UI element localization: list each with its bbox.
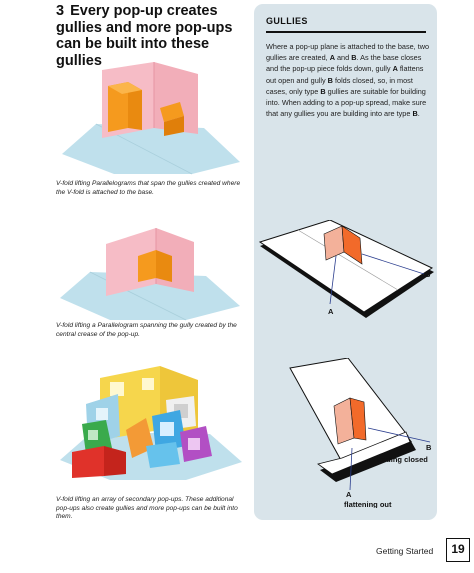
- caption-photo-3: V-fold lifting an array of secondary pop-ups. These additional pop-ups also create gullies and more pop-ups can be built into them.: [56, 496, 238, 520]
- gully-diagram-folding: [258, 358, 436, 508]
- photo-vfold-array-of-popups: [56, 360, 244, 484]
- body-segment: gullies are suitable for building into. When adding to a pop-up spread, make sure that any gullies you are building into are type: [266, 86, 427, 119]
- body-segment: .: [417, 109, 420, 119]
- section-title: Every pop-up creates gullies and more pop-ups can be built into these gullies: [56, 3, 233, 69]
- body-segment-bold: B: [327, 75, 333, 85]
- diagram1-label-a: A: [328, 307, 334, 316]
- body-segment: and: [334, 53, 352, 63]
- panel-title-rule: [266, 31, 426, 33]
- section-number: 3: [56, 3, 65, 19]
- panel-title: GULLIES: [266, 16, 308, 26]
- page-number: 19: [446, 538, 470, 562]
- body-segment: Where a pop-up plane is attached to the base, two gullies are created,: [266, 42, 430, 63]
- body-segment-bold: B: [412, 109, 418, 119]
- diagram2-note-a: flattening out: [344, 500, 392, 508]
- caption-photo-1: V-fold lifting Parallelograms that span the gullies created where the V-fold is attached to the base.: [56, 180, 241, 196]
- photo-vfold-parallelograms: [56, 58, 244, 176]
- caption-photo-2: V-fold lifting a Parallelogram spanning the gully created by the central crease of the pop-up.: [56, 322, 237, 338]
- body-segment: flattens out open and gully: [266, 64, 424, 85]
- footer-section-name: Getting Started: [376, 546, 434, 556]
- diagram2-label-a: A: [346, 490, 352, 499]
- gully-diagram-open: [258, 220, 436, 320]
- diagram2-label-b: B: [426, 443, 432, 452]
- photo-vfold-single-parallelogram: [56, 222, 244, 322]
- body-segment-bold: A: [392, 64, 398, 74]
- body-segment-bold: B: [320, 86, 326, 96]
- panel-body-text: [266, 41, 431, 119]
- body-segment: folds closed, so, in most cases, only type: [266, 75, 413, 96]
- body-segment-bold: B: [351, 53, 357, 63]
- body-segment: . As the base closes and the pop-up piece folds down, gully: [266, 53, 422, 74]
- diagram1-label-b: B: [425, 270, 431, 279]
- body-segment-bold: A: [329, 53, 335, 63]
- diagram2-note-b: folding closed: [377, 455, 428, 464]
- gullies-panel: [254, 4, 437, 520]
